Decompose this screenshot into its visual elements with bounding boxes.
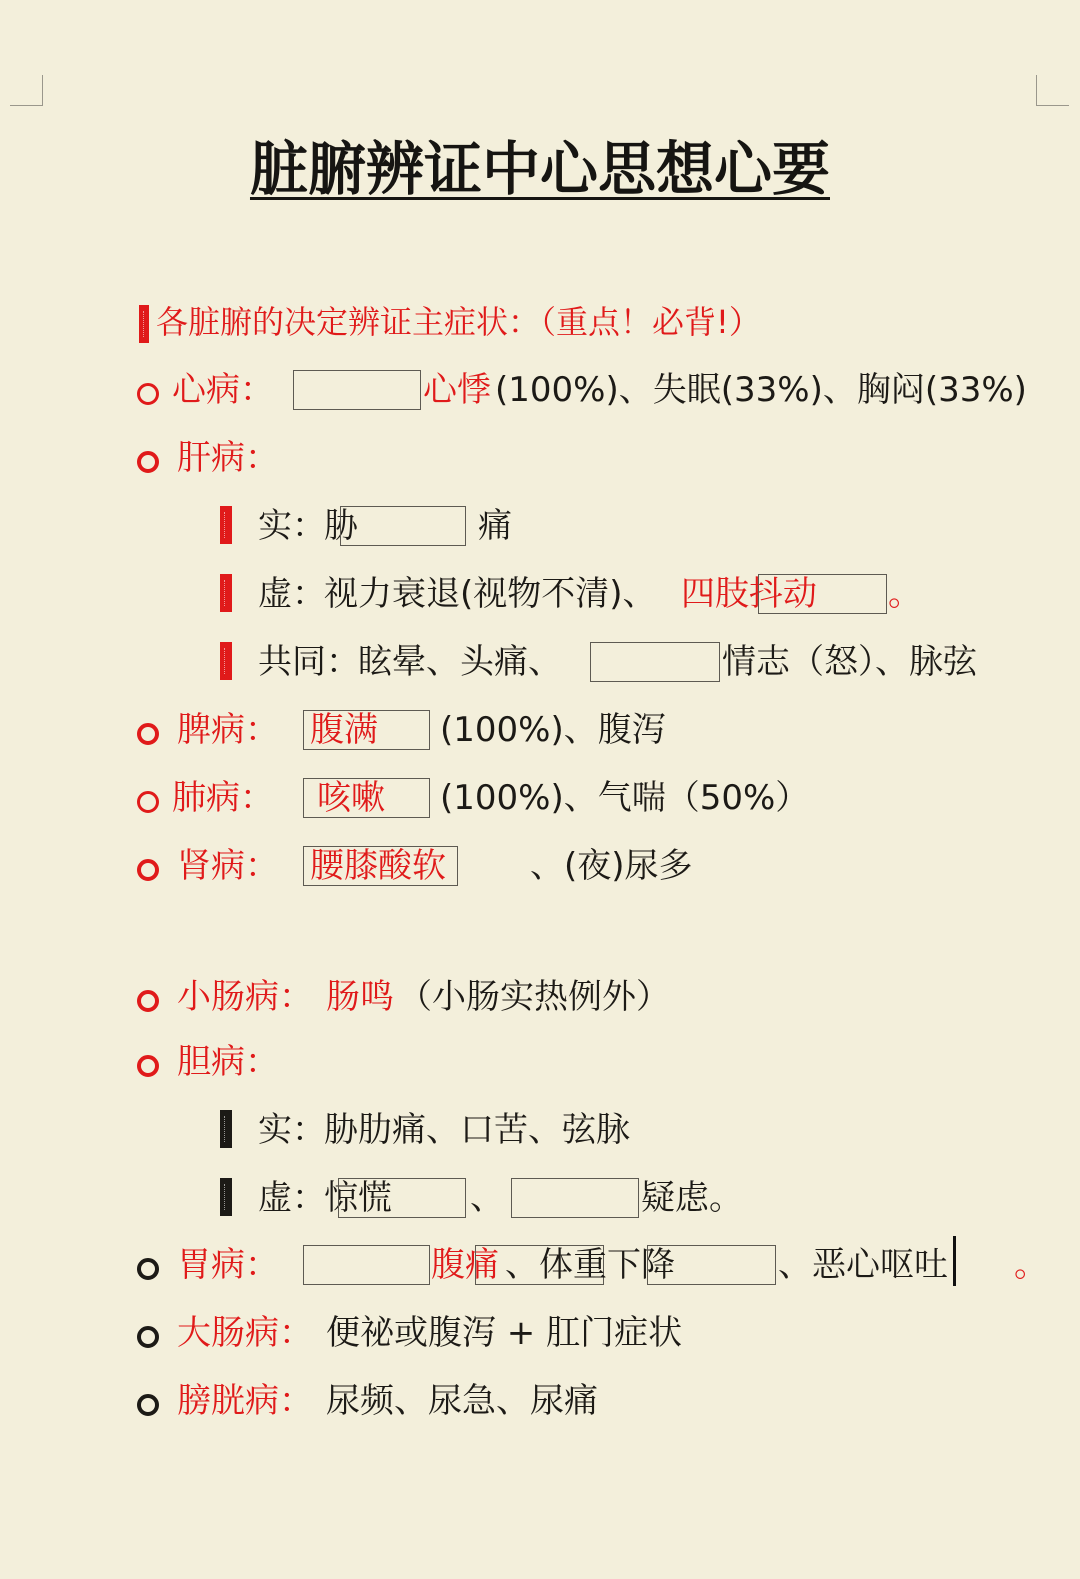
stomach-key: 腹痛 (431, 1245, 499, 1285)
liver-xu-text: 视力衰退(视物不清)、 (324, 574, 657, 614)
gb-shi-label: 实： (258, 1110, 326, 1150)
stomach-label: 胃病： (177, 1245, 279, 1285)
kidney-rest: 、(夜)尿多 (530, 846, 693, 886)
kidney-label: 肾病： (177, 846, 279, 886)
spleen-key: 腹满 (310, 710, 378, 750)
small-intestine-rest: （小肠实热例外） (398, 977, 670, 1017)
large-intestine-text: 便祕或腹泻 + 肛门症状 (326, 1313, 683, 1353)
liver-label: 肝病： (177, 438, 279, 478)
bullet-icon (137, 791, 159, 813)
page-corner-mark-top-left (10, 75, 43, 106)
page-corner-mark-top-right (1036, 75, 1069, 106)
heart-label: 心病： (172, 370, 274, 410)
small-intestine-key: 肠鸣 (326, 977, 394, 1017)
document-title: 脏腑辨证中心思想心要 (249, 135, 830, 203)
section-heading: 各脏腑的决定辨证主症状：（重点！必背!） (156, 303, 761, 341)
gallbladder-label: 胆病： (177, 1042, 279, 1082)
bullet-icon (137, 1394, 159, 1416)
stomach-rest: 、恶心呕吐 (778, 1245, 948, 1285)
lung-label: 肺病： (172, 778, 274, 818)
stomach-mid: 、体重下降 (505, 1245, 675, 1285)
blank-box[interactable] (511, 1178, 639, 1218)
blank-box[interactable] (338, 1178, 466, 1218)
lung-key: 咳嗽 (317, 778, 385, 818)
liver-shi-a: 胁 (324, 506, 358, 546)
heart-rest: (100%)、失眠(33%)、胸闷(33%) (495, 370, 1027, 410)
liver-xu-end: 。 (888, 574, 922, 614)
gb-xu-sep: 、 (470, 1178, 504, 1218)
liver-xu-label: 虚： (258, 574, 326, 614)
sub-marker (220, 1110, 232, 1148)
blank-box[interactable] (647, 1245, 776, 1285)
blank-box[interactable] (758, 574, 887, 614)
liver-common-text: 眩晕、头痛、 (358, 642, 562, 682)
sub-marker (220, 574, 232, 612)
sub-marker (220, 506, 232, 544)
bullet-icon (137, 990, 159, 1012)
bullet-icon (137, 723, 159, 745)
lung-rest: (100%)、气喘（50%） (440, 778, 810, 818)
sub-marker (220, 1178, 232, 1216)
liver-shi-b: 痛 (478, 506, 512, 546)
blank-box[interactable] (293, 370, 421, 410)
liver-xu-key: 四肢抖动 (681, 574, 817, 614)
blank-box[interactable] (303, 1245, 430, 1285)
gb-xu-a: 惊慌 (324, 1178, 392, 1218)
text-cursor (953, 1236, 956, 1286)
bullet-icon (137, 451, 159, 473)
spleen-label: 脾病： (177, 710, 279, 750)
spleen-rest: (100%)、腹泻 (440, 710, 666, 750)
gb-xu-b: 疑虑。 (641, 1178, 743, 1218)
liver-common-label: 共同： (258, 642, 360, 682)
large-intestine-label: 大肠病： (177, 1313, 313, 1353)
blank-box[interactable] (590, 642, 720, 682)
bullet-icon (137, 859, 159, 881)
gb-shi-text: 胁肋痛、口苦、弦脉 (324, 1110, 630, 1150)
bladder-text: 尿频、尿急、尿痛 (326, 1381, 598, 1421)
bullet-icon (137, 383, 159, 405)
blank-box[interactable] (340, 506, 466, 546)
gb-xu-label: 虚： (258, 1178, 326, 1218)
small-intestine-label: 小肠病： (177, 977, 313, 1017)
liver-shi-label: 实： (258, 506, 326, 546)
kidney-key: 腰膝酸软 (310, 846, 446, 886)
bullet-icon (137, 1326, 159, 1348)
liver-common-rest: 情志（怒）、脉弦 (722, 642, 977, 682)
heart-key: 心悸 (423, 370, 491, 410)
bullet-icon (137, 1055, 159, 1077)
bullet-icon (137, 1258, 159, 1280)
heading-marker (139, 305, 149, 343)
bladder-label: 膀胱病： (177, 1381, 313, 1421)
sub-marker (220, 642, 232, 680)
stomach-end: 。 (1014, 1245, 1048, 1285)
